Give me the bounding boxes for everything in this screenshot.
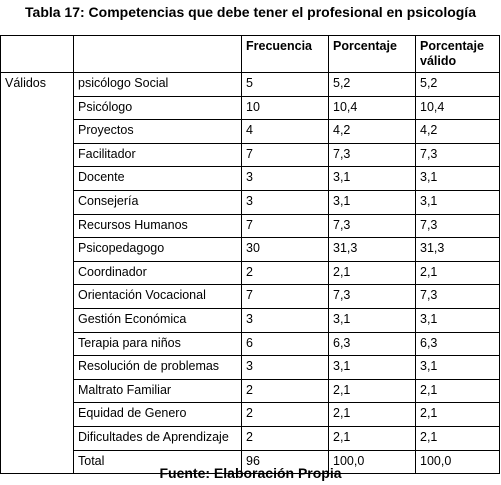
porcentaje-valido-cell: 2,1 — [416, 261, 500, 285]
frecuencia-cell: 5 — [242, 73, 329, 97]
table-title: Tabla 17: Competencias que debe tener el profesional en psicología — [25, 4, 476, 20]
porcentaje-valido-cell: 6,3 — [416, 332, 500, 356]
porcentaje-valido-cell: 3,1 — [416, 190, 500, 214]
table-row — [1, 120, 500, 144]
group-spacer-cell — [1, 379, 74, 403]
porcentaje-valido-cell: 2,1 — [416, 426, 500, 450]
group-spacer-cell — [1, 96, 74, 120]
group-spacer-cell — [1, 143, 74, 167]
group-spacer-cell — [1, 214, 74, 238]
porcentaje-valido-cell: 3,1 — [416, 167, 500, 191]
table-row — [1, 214, 500, 238]
table-row — [1, 261, 500, 285]
table-row — [1, 73, 500, 97]
category-cell: Equidad de Genero — [74, 403, 242, 427]
group-spacer-cell — [1, 356, 74, 380]
porcentaje-cell: 7,3 — [329, 214, 416, 238]
category-cell: Total — [74, 450, 242, 474]
porcentaje-valido-cell: 5,2 — [416, 73, 500, 97]
table-row — [1, 238, 500, 262]
category-cell: Resolución de problemas — [74, 356, 242, 380]
table-row — [1, 332, 500, 356]
header-frecuencia: Frecuencia — [242, 36, 329, 73]
frecuencia-cell: 3 — [242, 308, 329, 332]
porcentaje-cell: 7,3 — [329, 143, 416, 167]
category-cell: Orientación Vocacional — [74, 285, 242, 309]
porcentaje-valido-cell: 2,1 — [416, 379, 500, 403]
group-spacer-cell — [1, 332, 74, 356]
porcentaje-cell: 6,3 — [329, 332, 416, 356]
category-cell: Consejería — [74, 190, 242, 214]
porcentaje-valido-cell: 100,0 — [416, 450, 500, 474]
category-cell: Terapia para niños — [74, 332, 242, 356]
porcentaje-cell: 7,3 — [329, 285, 416, 309]
table-row — [1, 96, 500, 120]
porcentaje-cell: 2,1 — [329, 403, 416, 427]
porcentaje-valido-cell: 7,3 — [416, 214, 500, 238]
frecuencia-cell: 96 — [242, 450, 329, 474]
porcentaje-cell: 2,1 — [329, 379, 416, 403]
table-row — [1, 308, 500, 332]
data-table-container — [0, 35, 500, 474]
group-spacer-cell — [1, 261, 74, 285]
group-label-cell: Válidos — [1, 73, 74, 97]
table-row — [1, 285, 500, 309]
category-cell: Proyectos — [74, 120, 242, 144]
category-cell: Facilitador — [74, 143, 242, 167]
table-row — [1, 190, 500, 214]
porcentaje-valido-cell: 3,1 — [416, 308, 500, 332]
porcentaje-cell: 3,1 — [329, 356, 416, 380]
porcentaje-cell: 4,2 — [329, 120, 416, 144]
porcentaje-cell: 100,0 — [329, 450, 416, 474]
frecuencia-cell: 2 — [242, 261, 329, 285]
table-row — [1, 426, 500, 450]
frecuencia-cell: 7 — [242, 285, 329, 309]
group-spacer-cell — [1, 120, 74, 144]
group-spacer-cell — [1, 190, 74, 214]
table-row — [1, 379, 500, 403]
category-cell: Maltrato Familiar — [74, 379, 242, 403]
frecuencia-cell: 3 — [242, 167, 329, 191]
frequency-table — [0, 35, 500, 474]
porcentaje-valido-cell: 7,3 — [416, 143, 500, 167]
category-cell: Psicólogo — [74, 96, 242, 120]
category-cell: Docente — [74, 167, 242, 191]
group-spacer-cell — [1, 285, 74, 309]
header-porcentaje: Porcentaje — [329, 36, 416, 73]
frecuencia-cell: 4 — [242, 120, 329, 144]
table-row — [1, 143, 500, 167]
category-cell: Dificultades de Aprendizaje — [74, 426, 242, 450]
porcentaje-valido-cell: 10,4 — [416, 96, 500, 120]
porcentaje-cell: 5,2 — [329, 73, 416, 97]
category-cell: Recursos Humanos — [74, 214, 242, 238]
porcentaje-cell: 2,1 — [329, 426, 416, 450]
group-spacer-cell — [1, 308, 74, 332]
category-cell: Gestión Económica — [74, 308, 242, 332]
table-row — [1, 356, 500, 380]
frecuencia-cell: 2 — [242, 403, 329, 427]
frecuencia-cell: 10 — [242, 96, 329, 120]
header-cell-empty-group — [1, 36, 74, 73]
table-row — [1, 403, 500, 427]
group-spacer-cell — [1, 167, 74, 191]
frecuencia-cell: 3 — [242, 190, 329, 214]
group-spacer-cell — [1, 426, 74, 450]
frecuencia-cell: 7 — [242, 143, 329, 167]
porcentaje-valido-cell: 31,3 — [416, 238, 500, 262]
frecuencia-cell: 6 — [242, 332, 329, 356]
porcentaje-cell: 3,1 — [329, 308, 416, 332]
porcentaje-cell: 2,1 — [329, 261, 416, 285]
group-spacer-cell — [1, 238, 74, 262]
source-footer: Fuente: Elaboración Propia — [159, 465, 342, 481]
porcentaje-valido-cell: 4,2 — [416, 120, 500, 144]
porcentaje-valido-cell: 7,3 — [416, 285, 500, 309]
header-cell-empty-category — [74, 36, 242, 73]
porcentaje-cell: 3,1 — [329, 167, 416, 191]
category-cell: Psicopedagogo — [74, 238, 242, 262]
frecuencia-cell: 30 — [242, 238, 329, 262]
porcentaje-cell: 31,3 — [329, 238, 416, 262]
frecuencia-cell: 3 — [242, 356, 329, 380]
category-cell: Coordinador — [74, 261, 242, 285]
group-spacer-cell — [1, 403, 74, 427]
frecuencia-cell: 7 — [242, 214, 329, 238]
category-cell: psicólogo Social — [74, 73, 242, 97]
header-porcentaje-valido: Porcentaje válido — [416, 36, 500, 73]
porcentaje-cell: 3,1 — [329, 190, 416, 214]
porcentaje-valido-cell: 2,1 — [416, 403, 500, 427]
header-row — [1, 36, 500, 73]
frecuencia-cell: 2 — [242, 426, 329, 450]
table-row — [1, 167, 500, 191]
porcentaje-valido-cell: 3,1 — [416, 356, 500, 380]
frecuencia-cell: 2 — [242, 379, 329, 403]
porcentaje-cell: 10,4 — [329, 96, 416, 120]
